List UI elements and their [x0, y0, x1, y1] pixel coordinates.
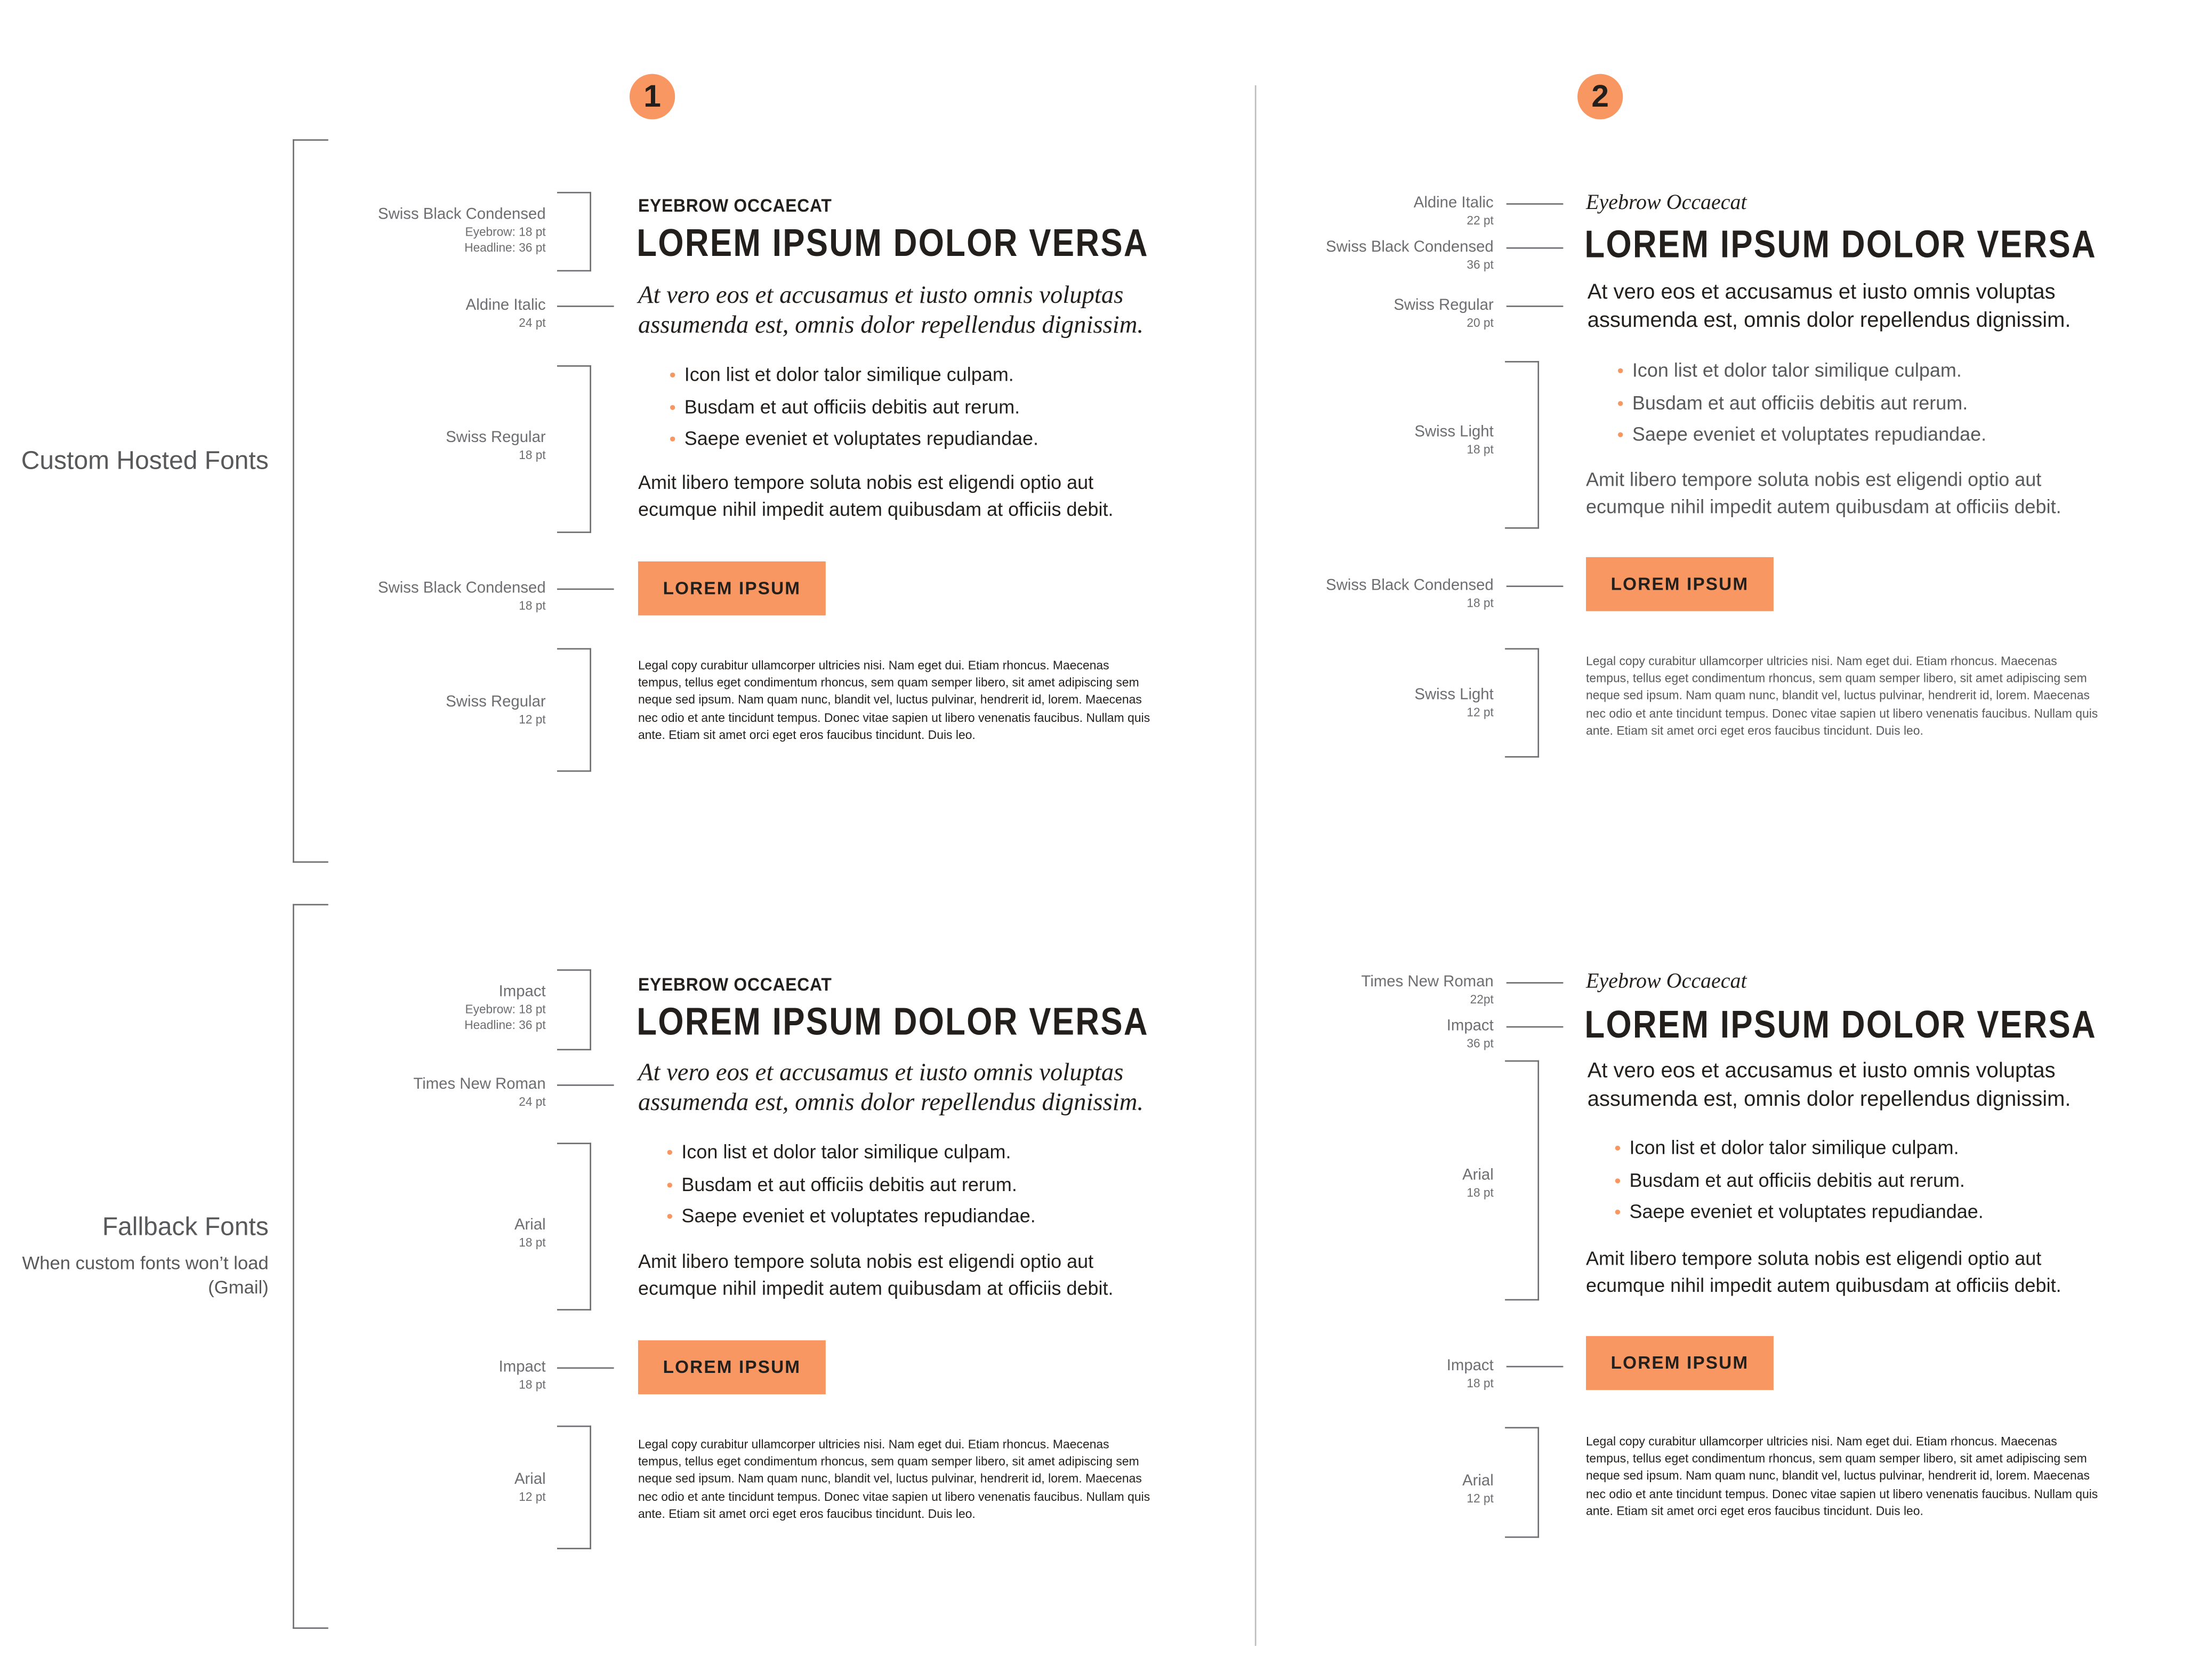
list-item: • Icon list et dolor talor similique culpam.	[1617, 359, 1962, 381]
spec-tick	[557, 306, 614, 307]
spec-tick	[557, 1367, 614, 1369]
cta-button[interactable]: LOREM IPSUM	[638, 1340, 826, 1394]
spec-tick	[557, 589, 614, 590]
font-label: Swiss Regular 20 pt	[1394, 297, 1494, 330]
font-label: Arial 12 pt	[1462, 1472, 1494, 1506]
spec-bracket	[1505, 1427, 1539, 1538]
bullet-icon: •	[1614, 1201, 1621, 1223]
bullet-icon: •	[669, 396, 676, 417]
spec-bracket	[1505, 1060, 1539, 1301]
headline: LOREM IPSUM DOLOR VERSA	[1584, 1003, 2097, 1047]
headline: LOREM IPSUM DOLOR VERSA	[1584, 223, 2097, 266]
font-label: Swiss Regular 18 pt	[446, 429, 546, 462]
body-copy: Amit libero tempore soluta nobis est eligendi optio aut ecumque nihil impedit autem quibusdam at officiis debit.	[1586, 1248, 2061, 1296]
font-label: Swiss Black Condensed Eyebrow: 18 pt Headline: 36 pt	[378, 206, 546, 255]
list-item: • Saepe eveniet et voluptates repudiandae.	[666, 1205, 1036, 1227]
column-1-badge: 1	[630, 74, 675, 119]
font-label: Aldine Italic 24 pt	[465, 297, 546, 330]
font-label: Swiss Light 12 pt	[1414, 686, 1494, 719]
section-title-fallback: Fallback Fonts	[102, 1212, 269, 1241]
spec-bracket	[557, 969, 591, 1050]
font-label: Arial 18 pt	[1462, 1167, 1494, 1200]
bullet-icon: •	[666, 1205, 673, 1227]
spec-bracket	[557, 192, 591, 271]
cta-button[interactable]: LOREM IPSUM	[638, 561, 826, 615]
spec-bracket	[557, 1143, 591, 1311]
body-copy: Amit libero tempore soluta nobis est eligendi optio aut ecumque nihil impedit autem quibusdam at officiis debit.	[1586, 469, 2061, 517]
list-item: • Busdam et aut officiis debitis aut rerum.	[1614, 1169, 1965, 1191]
cta-button[interactable]: LOREM IPSUM	[1586, 1336, 1774, 1390]
cta-button[interactable]: LOREM IPSUM	[1586, 557, 1774, 611]
spec-bracket	[1505, 648, 1539, 758]
icon-list	[666, 1137, 1035, 1233]
font-label: Arial 12 pt	[514, 1471, 546, 1504]
legal-copy: Legal copy curabitur ullamcorper ultricies nisi. Nam eget dui. Etiam rhoncus. Maecenas tempus, tellus eget condimentum rhoncus, sem quam semper libero, sit amet adipiscing sem neque sed ipsum. Nam quam nunc, blandit vel, luctus pulvinar, hendrerit id, lorem. Maecenas nec odio et ante tincidunt tempus. Donec vitae sapien ut libero venenatis faucibus. Nullam quis ante. Etiam sit amet orci eget eros faucibus tincidunt. Duis leo.	[1586, 654, 2098, 738]
spec-tick	[1507, 982, 1564, 984]
body-copy: Amit libero tempore soluta nobis est eligendi optio aut ecumque nihil impedit autem quibusdam at officiis debit.	[638, 472, 1114, 520]
list-item: • Busdam et aut officiis debitis aut rerum.	[669, 396, 1020, 417]
subhead: At vero eos et accusamus et iusto omnis voluptas assumenda est, omnis dolor repellendus dignissim.	[1587, 1059, 2071, 1112]
icon-list	[670, 359, 1038, 455]
subhead: At vero eos et accusamus et iusto omnis voluptas assumenda est, omnis dolor repellendus dignissim.	[1587, 280, 2071, 333]
font-label: Swiss Black Condensed 18 pt	[378, 580, 546, 613]
font-label: Swiss Black Condensed 18 pt	[1326, 577, 1494, 610]
headline: LOREM IPSUM DOLOR VERSA	[637, 221, 1149, 264]
legal-copy: Legal copy curabitur ullamcorper ultricies nisi. Nam eget dui. Etiam rhoncus. Maecenas tempus, tellus eget condimentum rhoncus, sem quam semper libero, sit amet adipiscing sem neque sed ipsum. Nam quam nunc, blandit vel, luctus pulvinar, hendrerit id, lorem. Maecenas nec odio et ante tincidunt tempus. Donec vitae sapien ut libero venenatis faucibus. Nullam quis ante. Etiam sit amet orci eget eros faucibus tincidunt. Duis leo.	[1586, 1434, 2098, 1518]
list-item: • Icon list et dolor talor similique culpam.	[669, 364, 1014, 385]
legal-copy: Legal copy curabitur ullamcorper ultricies nisi. Nam eget dui. Etiam rhoncus. Maecenas tempus, tellus eget condimentum rhoncus, sem quam semper libero, sit amet adipiscing sem neque sed ipsum. Nam quam nunc, blandit vel, luctus pulvinar, hendrerit id, lorem. Maecenas nec odio et ante tincidunt tempus. Donec vitae sapien ut libero venenatis faucibus. Nullam quis ante. Etiam sit amet orci eget eros faucibus tincidunt. Duis leo.	[638, 658, 1150, 742]
spec-bracket	[557, 1426, 591, 1549]
font-label: Impact 36 pt	[1446, 1017, 1494, 1051]
eyebrow: Eyebrow Occaecat	[1586, 191, 1747, 215]
bullet-icon: •	[669, 428, 676, 449]
font-label: Impact 18 pt	[1446, 1357, 1494, 1390]
spec-tick	[557, 1084, 614, 1086]
font-label: Times New Roman 24 pt	[413, 1076, 546, 1109]
font-label: Swiss Black Condensed 36 pt	[1326, 238, 1494, 272]
font-label: Impact Eyebrow: 18 pt Headline: 36 pt	[464, 983, 546, 1032]
spec-tick	[1507, 306, 1564, 307]
font-label: Aldine Italic 22 pt	[1413, 195, 1494, 228]
spec-tick	[1507, 203, 1564, 205]
eyebrow: EYEBROW OCCAECAT	[638, 974, 832, 995]
section-title-custom: Custom Hosted Fonts	[21, 446, 269, 475]
font-label: Times New Roman 22pt	[1361, 974, 1494, 1007]
icon-list	[1614, 1133, 1983, 1229]
bullet-icon: •	[1617, 359, 1624, 381]
headline: LOREM IPSUM DOLOR VERSA	[637, 1000, 1149, 1043]
bullet-icon: •	[1617, 391, 1624, 413]
spec-bracket	[557, 648, 591, 772]
spec-tick	[1507, 247, 1564, 249]
bullet-icon: •	[666, 1141, 673, 1163]
spec-bracket	[1505, 361, 1539, 529]
list-item: • Busdam et aut officiis debitis aut rerum.	[666, 1173, 1017, 1195]
column-2-badge: 2	[1577, 74, 1623, 119]
bullet-icon: •	[669, 364, 676, 385]
body-copy: Amit libero tempore soluta nobis est eligendi optio aut ecumque nihil impedit autem quibusdam at officiis debit.	[638, 1250, 1114, 1299]
spec-tick	[1507, 1026, 1564, 1028]
bullet-icon: •	[666, 1173, 673, 1195]
list-item: • Icon list et dolor talor similique culpam.	[1614, 1137, 1959, 1159]
subhead: At vero eos et accusamus et iusto omnis voluptas assumenda est, omnis dolor repellendus dignissim.	[638, 1057, 1144, 1116]
bullet-icon: •	[1617, 423, 1624, 445]
list-item: • Busdam et aut officiis debitis aut rerum.	[1617, 391, 1968, 413]
spec-tick	[1507, 585, 1564, 587]
section-subtitle-fallback: When custom fonts won’t load (Gmail)	[22, 1252, 269, 1298]
bullet-icon: •	[1614, 1169, 1621, 1191]
spec-bracket	[557, 365, 591, 533]
legal-copy: Legal copy curabitur ullamcorper ultricies nisi. Nam eget dui. Etiam rhoncus. Maecenas tempus, tellus eget condimentum rhoncus, sem quam semper libero, sit amet adipiscing sem neque sed ipsum. Nam quam nunc, blandit vel, luctus pulvinar, hendrerit id, lorem. Maecenas nec odio et ante tincidunt tempus. Donec vitae sapien ut libero venenatis faucibus. Nullam quis ante. Etiam sit amet orci eget eros faucibus tincidunt. Duis leo.	[638, 1437, 1150, 1521]
font-label: Impact 18 pt	[498, 1359, 546, 1392]
list-item: • Icon list et dolor talor similique culpam.	[666, 1141, 1011, 1163]
spec-tick	[1507, 1366, 1564, 1368]
bullet-icon: •	[1614, 1137, 1621, 1159]
list-item: • Saepe eveniet et voluptates repudiandae.	[669, 428, 1039, 449]
subhead: At vero eos et accusamus et iusto omnis voluptas assumenda est, omnis dolor repellendus dignissim.	[638, 280, 1144, 339]
list-item: • Saepe eveniet et voluptates repudiandae.	[1614, 1201, 1984, 1223]
font-label: Arial 18 pt	[514, 1216, 546, 1250]
font-label: Swiss Light 18 pt	[1414, 423, 1494, 456]
list-item: • Saepe eveniet et voluptates repudiandae.	[1617, 423, 1987, 445]
icon-list	[1617, 355, 1986, 451]
eyebrow: EYEBROW OCCAECAT	[638, 195, 832, 216]
font-label: Swiss Regular 12 pt	[446, 693, 546, 727]
eyebrow: Eyebrow Occaecat	[1586, 970, 1747, 994]
